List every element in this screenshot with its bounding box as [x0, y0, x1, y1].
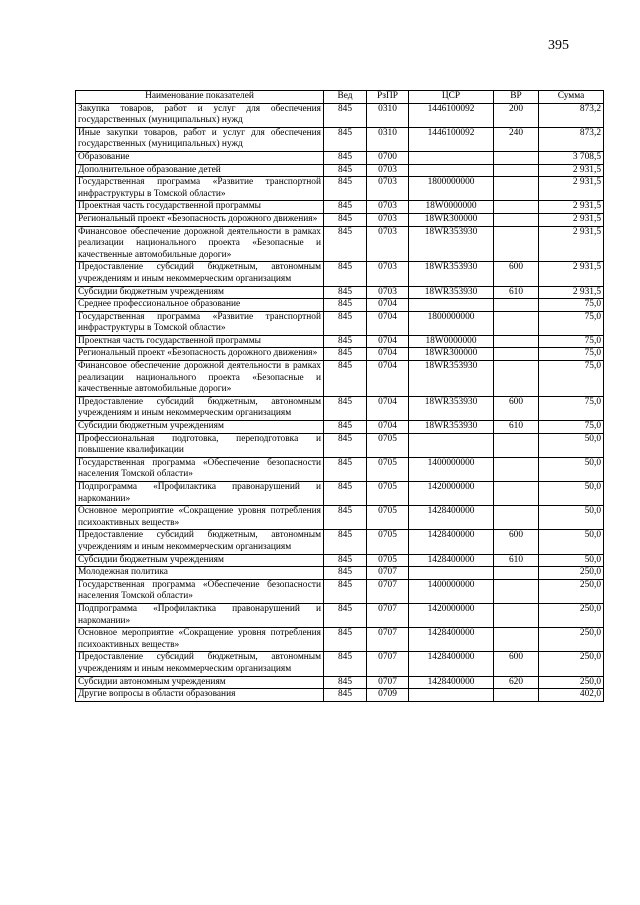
row-name: Субсидии автономным учреждениям [76, 676, 324, 689]
row-name: Образование [76, 151, 324, 164]
row-sum: 873,2 [539, 103, 604, 127]
row-csr [409, 164, 494, 177]
row-rzpr: 0704 [367, 396, 409, 420]
row-ved: 845 [324, 689, 367, 702]
row-ved: 845 [324, 286, 367, 299]
row-rzpr: 0709 [367, 689, 409, 702]
row-sum: 250,0 [539, 652, 604, 676]
row-vr [494, 579, 539, 603]
row-ved: 845 [324, 554, 367, 567]
row-vr: 600 [494, 396, 539, 420]
row-vr: 600 [494, 652, 539, 676]
row-sum: 2 931,5 [539, 226, 604, 262]
row-rzpr: 0704 [367, 311, 409, 335]
row-name: Предоставление субсидий бюджетным, автономным учреждениям и иным некоммерческим организациям [76, 652, 324, 676]
table-row [76, 628, 604, 652]
row-sum: 50,0 [539, 554, 604, 567]
row-sum: 50,0 [539, 530, 604, 554]
row-vr [494, 177, 539, 201]
row-name: Дополнительное образование детей [76, 164, 324, 177]
row-vr: 610 [494, 421, 539, 434]
row-vr [494, 603, 539, 627]
row-vr: 610 [494, 286, 539, 299]
table-row [76, 554, 604, 567]
table-row [76, 457, 604, 481]
row-csr: 18WR300000 [409, 213, 494, 226]
row-sum: 873,2 [539, 127, 604, 151]
row-ved: 845 [324, 530, 367, 554]
row-name: Иные закупки товаров, работ и услуг для обеспечения государственных (муниципальных) нужд [76, 127, 324, 151]
row-sum: 250,0 [539, 628, 604, 652]
row-ved: 845 [324, 579, 367, 603]
row-name: Профессиональная подготовка, переподготовка и повышение квалификации [76, 433, 324, 457]
row-sum: 2 931,5 [539, 164, 604, 177]
table-row [76, 506, 604, 530]
table-row [76, 164, 604, 177]
table-row [76, 311, 604, 335]
row-ved: 845 [324, 226, 367, 262]
page-number: 395 [548, 38, 569, 53]
row-vr [494, 151, 539, 164]
table-row [76, 396, 604, 420]
row-name: Предоставление субсидий бюджетным, автономным учреждениям и иным некоммерческим организациям [76, 262, 324, 286]
row-rzpr: 0707 [367, 652, 409, 676]
row-ved: 845 [324, 311, 367, 335]
row-name: Другие вопросы в области образования [76, 689, 324, 702]
row-rzpr: 0704 [367, 361, 409, 397]
row-rzpr: 0705 [367, 457, 409, 481]
row-sum: 2 931,5 [539, 262, 604, 286]
row-ved: 845 [324, 164, 367, 177]
table-row [76, 286, 604, 299]
row-vr [494, 335, 539, 348]
row-ved: 845 [324, 482, 367, 506]
row-csr [409, 299, 494, 312]
row-vr [494, 226, 539, 262]
row-ved: 845 [324, 151, 367, 164]
row-name: Основное мероприятие «Сокращение уровня потребления психоактивных веществ» [76, 506, 324, 530]
row-sum: 75,0 [539, 348, 604, 361]
table-row [76, 652, 604, 676]
table-row [76, 579, 604, 603]
row-csr: 1428400000 [409, 506, 494, 530]
row-csr: 1446100092 [409, 127, 494, 151]
row-csr [409, 689, 494, 702]
row-vr [494, 506, 539, 530]
row-name: Государственная программа «Развитие транспортной инфраструктуры в Томской области» [76, 177, 324, 201]
table-row [76, 103, 604, 127]
table-row [76, 361, 604, 397]
table-row [76, 689, 604, 702]
row-csr: 18WR300000 [409, 348, 494, 361]
row-rzpr: 0707 [367, 603, 409, 627]
row-sum: 250,0 [539, 567, 604, 580]
table-row [76, 335, 604, 348]
row-ved: 845 [324, 396, 367, 420]
row-rzpr: 0705 [367, 433, 409, 457]
table-row [76, 226, 604, 262]
row-vr [494, 689, 539, 702]
table-row [76, 201, 604, 214]
row-ved: 845 [324, 177, 367, 201]
row-csr: 1400000000 [409, 579, 494, 603]
row-name: Государственная программа «Обеспечение безопасности населения Томской области» [76, 579, 324, 603]
row-vr [494, 213, 539, 226]
row-rzpr: 0705 [367, 530, 409, 554]
row-vr: 600 [494, 530, 539, 554]
row-ved: 845 [324, 299, 367, 312]
row-sum: 250,0 [539, 676, 604, 689]
row-csr: 1428400000 [409, 628, 494, 652]
row-vr [494, 299, 539, 312]
row-sum: 50,0 [539, 433, 604, 457]
row-csr: 18WR353930 [409, 262, 494, 286]
row-ved: 845 [324, 201, 367, 214]
row-csr: 1420000000 [409, 603, 494, 627]
row-csr: 18W0000000 [409, 201, 494, 214]
row-name: Предоставление субсидий бюджетным, автономным учреждениям и иным некоммерческим организациям [76, 530, 324, 554]
table-row [76, 530, 604, 554]
table-row [76, 567, 604, 580]
row-csr: 1428400000 [409, 530, 494, 554]
row-sum: 250,0 [539, 579, 604, 603]
row-ved: 845 [324, 567, 367, 580]
row-vr [494, 628, 539, 652]
row-name: Подпрограмма «Профилактика правонарушений и наркомании» [76, 482, 324, 506]
row-rzpr: 0310 [367, 127, 409, 151]
header-sum: Сумма [539, 91, 604, 104]
row-sum: 75,0 [539, 335, 604, 348]
row-ved: 845 [324, 262, 367, 286]
row-vr: 200 [494, 103, 539, 127]
row-vr: 610 [494, 554, 539, 567]
row-name: Финансовое обеспечение дорожной деятельности в рамках реализации национального проекта «Безопасные и качественные автомобильные дороги» [76, 226, 324, 262]
row-name: Закупка товаров, работ и услуг для обеспечения государственных (муниципальных) нужд [76, 103, 324, 127]
table-row [76, 433, 604, 457]
row-ved: 845 [324, 433, 367, 457]
row-ved: 845 [324, 361, 367, 397]
row-name: Молодежная политика [76, 567, 324, 580]
row-ved: 845 [324, 457, 367, 481]
table-row [76, 421, 604, 434]
row-rzpr: 0705 [367, 554, 409, 567]
row-sum: 75,0 [539, 421, 604, 434]
row-name: Государственная программа «Развитие транспортной инфраструктуры в Томской области» [76, 311, 324, 335]
row-rzpr: 0700 [367, 151, 409, 164]
row-sum: 2 931,5 [539, 286, 604, 299]
row-rzpr: 0703 [367, 226, 409, 262]
row-csr: 18WR353930 [409, 226, 494, 262]
row-sum: 250,0 [539, 603, 604, 627]
row-name: Региональный проект «Безопасность дорожного движения» [76, 213, 324, 226]
table-row [76, 262, 604, 286]
row-sum: 2 931,5 [539, 177, 604, 201]
table-row [76, 482, 604, 506]
row-rzpr: 0703 [367, 262, 409, 286]
row-csr: 1428400000 [409, 554, 494, 567]
row-vr: 620 [494, 676, 539, 689]
row-rzpr: 0707 [367, 567, 409, 580]
row-ved: 845 [324, 348, 367, 361]
row-rzpr: 0704 [367, 335, 409, 348]
row-name: Субсидии бюджетным учреждениям [76, 286, 324, 299]
row-ved: 845 [324, 506, 367, 530]
table-row [76, 213, 604, 226]
row-sum: 2 931,5 [539, 213, 604, 226]
row-rzpr: 0707 [367, 676, 409, 689]
budget-table [75, 90, 604, 702]
row-vr [494, 311, 539, 335]
row-rzpr: 0705 [367, 506, 409, 530]
table-header-row [76, 91, 604, 104]
row-ved: 845 [324, 127, 367, 151]
row-rzpr: 0310 [367, 103, 409, 127]
row-vr [494, 482, 539, 506]
row-vr [494, 457, 539, 481]
row-csr: 1400000000 [409, 457, 494, 481]
row-name: Проектная часть государственной программы [76, 335, 324, 348]
row-ved: 845 [324, 213, 367, 226]
row-name: Предоставление субсидий бюджетным, автономным учреждениям и иным некоммерческим организациям [76, 396, 324, 420]
row-sum: 75,0 [539, 361, 604, 397]
row-csr: 1800000000 [409, 311, 494, 335]
row-rzpr: 0705 [367, 482, 409, 506]
row-csr: 1428400000 [409, 676, 494, 689]
table-row [76, 676, 604, 689]
row-rzpr: 0703 [367, 286, 409, 299]
row-name: Финансовое обеспечение дорожной деятельности в рамках реализации национального проекта «Безопасные и качественные автомобильные дороги» [76, 361, 324, 397]
row-vr: 240 [494, 127, 539, 151]
row-vr [494, 361, 539, 397]
row-name: Субсидии бюджетным учреждениям [76, 554, 324, 567]
row-csr: 1800000000 [409, 177, 494, 201]
row-ved: 845 [324, 103, 367, 127]
row-csr: 18W0000000 [409, 335, 494, 348]
row-name: Субсидии бюджетным учреждениям [76, 421, 324, 434]
row-vr [494, 201, 539, 214]
row-sum: 50,0 [539, 457, 604, 481]
row-name: Среднее профессиональное образование [76, 299, 324, 312]
row-ved: 845 [324, 421, 367, 434]
row-csr: 18WR353930 [409, 421, 494, 434]
row-csr: 1428400000 [409, 652, 494, 676]
row-rzpr: 0707 [367, 579, 409, 603]
row-vr [494, 433, 539, 457]
row-sum: 3 708,5 [539, 151, 604, 164]
table-row [76, 127, 604, 151]
row-vr [494, 164, 539, 177]
row-csr: 1420000000 [409, 482, 494, 506]
row-ved: 845 [324, 603, 367, 627]
row-rzpr: 0703 [367, 177, 409, 201]
row-csr: 18WR353930 [409, 396, 494, 420]
row-rzpr: 0704 [367, 348, 409, 361]
row-rzpr: 0703 [367, 201, 409, 214]
row-name: Основное мероприятие «Сокращение уровня потребления психоактивных веществ» [76, 628, 324, 652]
row-rzpr: 0703 [367, 164, 409, 177]
row-sum: 75,0 [539, 311, 604, 335]
row-name: Региональный проект «Безопасность дорожного движения» [76, 348, 324, 361]
row-name: Проектная часть государственной программы [76, 201, 324, 214]
header-vr: ВР [494, 91, 539, 104]
row-csr [409, 567, 494, 580]
table-row [76, 348, 604, 361]
row-ved: 845 [324, 335, 367, 348]
row-sum: 75,0 [539, 299, 604, 312]
header-csr: ЦСР [409, 91, 494, 104]
row-csr: 18WR353930 [409, 361, 494, 397]
row-vr [494, 567, 539, 580]
row-csr [409, 433, 494, 457]
row-csr [409, 151, 494, 164]
row-rzpr: 0704 [367, 421, 409, 434]
row-sum: 2 931,5 [539, 201, 604, 214]
table-row [76, 299, 604, 312]
row-csr: 18WR353930 [409, 286, 494, 299]
header-ved: Вед [324, 91, 367, 104]
header-rzpr: РзПР [367, 91, 409, 104]
row-sum: 75,0 [539, 396, 604, 420]
table-row [76, 151, 604, 164]
row-vr: 600 [494, 262, 539, 286]
row-ved: 845 [324, 652, 367, 676]
row-sum: 50,0 [539, 482, 604, 506]
row-sum: 402,0 [539, 689, 604, 702]
row-rzpr: 0703 [367, 213, 409, 226]
row-ved: 845 [324, 628, 367, 652]
row-rzpr: 0707 [367, 628, 409, 652]
row-rzpr: 0704 [367, 299, 409, 312]
table-row [76, 603, 604, 627]
header-name: Наименование показателей [76, 91, 324, 104]
table-body [76, 103, 604, 701]
row-name: Подпрограмма «Профилактика правонарушений и наркомании» [76, 603, 324, 627]
row-vr [494, 348, 539, 361]
table-row [76, 177, 604, 201]
row-ved: 845 [324, 676, 367, 689]
row-sum: 50,0 [539, 506, 604, 530]
row-name: Государственная программа «Обеспечение безопасности населения Томской области» [76, 457, 324, 481]
row-csr: 1446100092 [409, 103, 494, 127]
